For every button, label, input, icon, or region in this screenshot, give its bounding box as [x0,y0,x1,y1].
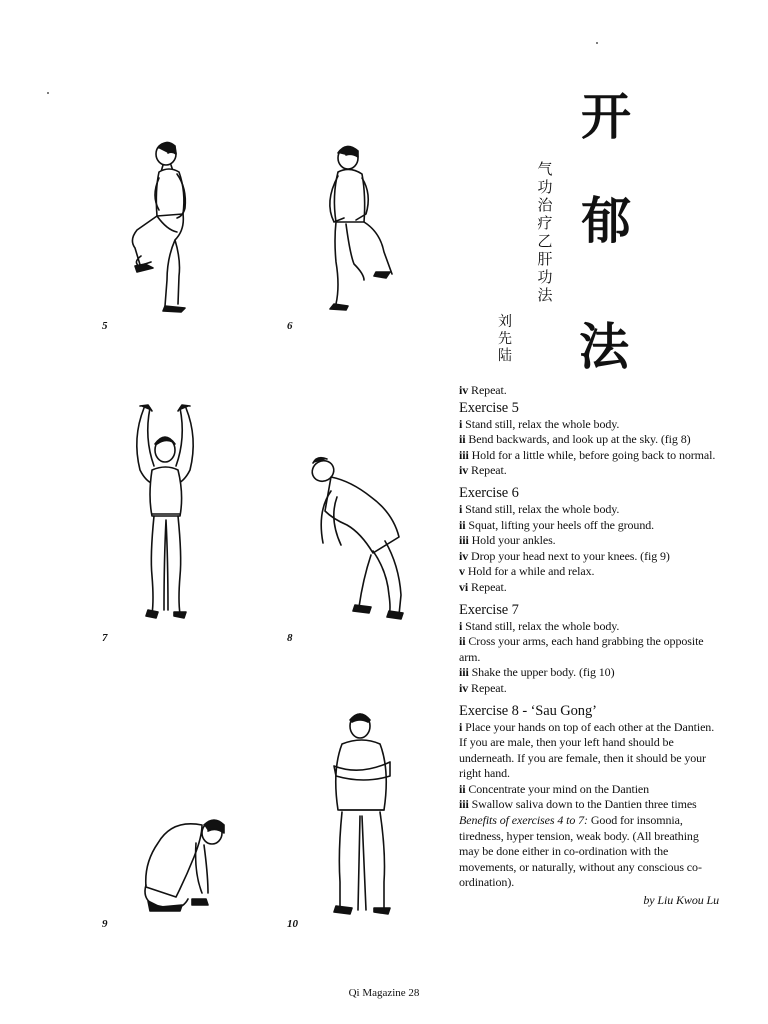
step-text: Hold your ankles. [471,533,556,548]
figure-7-number: 7 [102,632,108,644]
step-numeral: v [459,564,465,579]
figure-6-illustration [310,142,390,317]
step-numeral: ii [459,432,466,447]
step-text: Stand still, relax the whole body. [465,416,620,431]
figure-10-illustration [328,712,398,917]
step-numeral: iii [459,533,469,548]
figure-6-number: 6 [287,320,293,332]
exercise-8-step [459,782,721,798]
step-text: Bend backwards, and look up at the sky. (fig 8) [468,432,691,447]
step-numeral: i [459,719,463,734]
step-text: Drop your head next to your knees. (fig 9) [471,548,670,563]
print-speck [596,42,598,44]
step-text: Hold for a while and relax. [467,564,595,579]
figure-5-number: 5 [102,320,108,332]
figure-9-illustration [140,815,230,915]
step-numeral: ii [459,517,466,532]
step-numeral: ii [459,781,466,796]
title-char-3: 法 [579,317,629,376]
benefits-label: Benefits of exercises 4 to 7: [459,813,588,828]
exercise-8-step [459,720,721,782]
benefits-paragraph [459,813,721,891]
step-text: Concentrate your mind on the Dantien [468,781,650,796]
exercise-6-heading: Exercise 6 [459,484,519,501]
figure-10-number: 10 [287,918,298,930]
step-text: Hold for a little while, before going back to normal. [471,447,716,462]
figure-9-number: 9 [102,918,108,930]
exercise-5-heading: Exercise 5 [459,399,519,416]
step-text: Squat, lifting your heels off the ground. [468,517,655,532]
step-text: Place your hands on top of each other at the Dantien. If you are male, then your left hand should be underneath. If you are female, then it should be your right hand. [459,719,715,781]
author-byline: by Liu Kwou Lu [643,893,719,908]
step-text: Cross your arms, each hand grabbing the opposite arm. [459,634,704,664]
print-speck [47,92,49,94]
figure-7-illustration [130,404,200,624]
exercise-6-step [459,518,721,534]
article-text [459,383,721,909]
title-char-2: 郁 [581,191,631,250]
step-text: Shake the upper body. (fig 10) [471,665,615,680]
step-numeral: iii [459,447,469,462]
exercise-7-heading: Exercise 7 [459,601,519,618]
figure-5-illustration [125,138,205,318]
exercise-6-step [459,564,721,580]
exercise-5-step [459,432,721,448]
step-numeral: ii [459,634,466,649]
step-numeral: iii [459,665,469,680]
exercise-6-step [459,580,721,596]
step-numeral: vi [459,579,469,594]
step-numeral: iv [459,680,469,695]
step-text: Repeat. [471,463,507,478]
step-numeral: i [459,501,463,516]
vertical-subtitle: 气功治疗乙肝功法 [537,160,553,304]
vertical-author: 刘先陆 [498,314,512,364]
figure-8-number: 8 [287,632,293,644]
exercise-5-step [459,463,721,479]
step-text: Repeat. [471,579,507,594]
exercise-5-step [459,417,721,433]
exercise-6-step [459,502,721,518]
step-text: Stand still, relax the whole body. [465,501,620,516]
exercise-7-step [459,681,721,697]
exercise-7-step [459,619,721,635]
step-numeral: iii [459,797,469,812]
benefits-text: Good for insomnia, tiredness, hyper tension, weak body. (All breathing may be done either in co-ordination with the movements, or naturally, without any conscious co-ordination). [459,813,702,890]
title-char-1: 开 [581,87,631,146]
step-text: Stand still, relax the whole body. [465,618,620,633]
intro-repeat-line [459,383,721,399]
step-text: Repeat. [471,680,507,695]
intro-numeral: iv [459,383,469,397]
page-footer: Qi Magazine 28 [348,987,420,999]
exercise-8-heading: Exercise 8 - ‘Sau Gong’ [459,702,597,719]
intro-text: Repeat. [471,383,507,397]
step-numeral: i [459,618,463,633]
exercise-7-step [459,665,721,681]
exercise-6-step [459,533,721,549]
exercise-5-step [459,448,721,464]
step-text: Swallow saliva down to the Dantien three times [471,797,697,812]
step-numeral: i [459,416,463,431]
figure-8-illustration [305,455,410,625]
exercise-7-step [459,634,721,665]
exercise-8-step [459,797,721,813]
step-numeral: iv [459,548,469,563]
exercise-6-step [459,549,721,565]
step-numeral: iv [459,463,469,478]
